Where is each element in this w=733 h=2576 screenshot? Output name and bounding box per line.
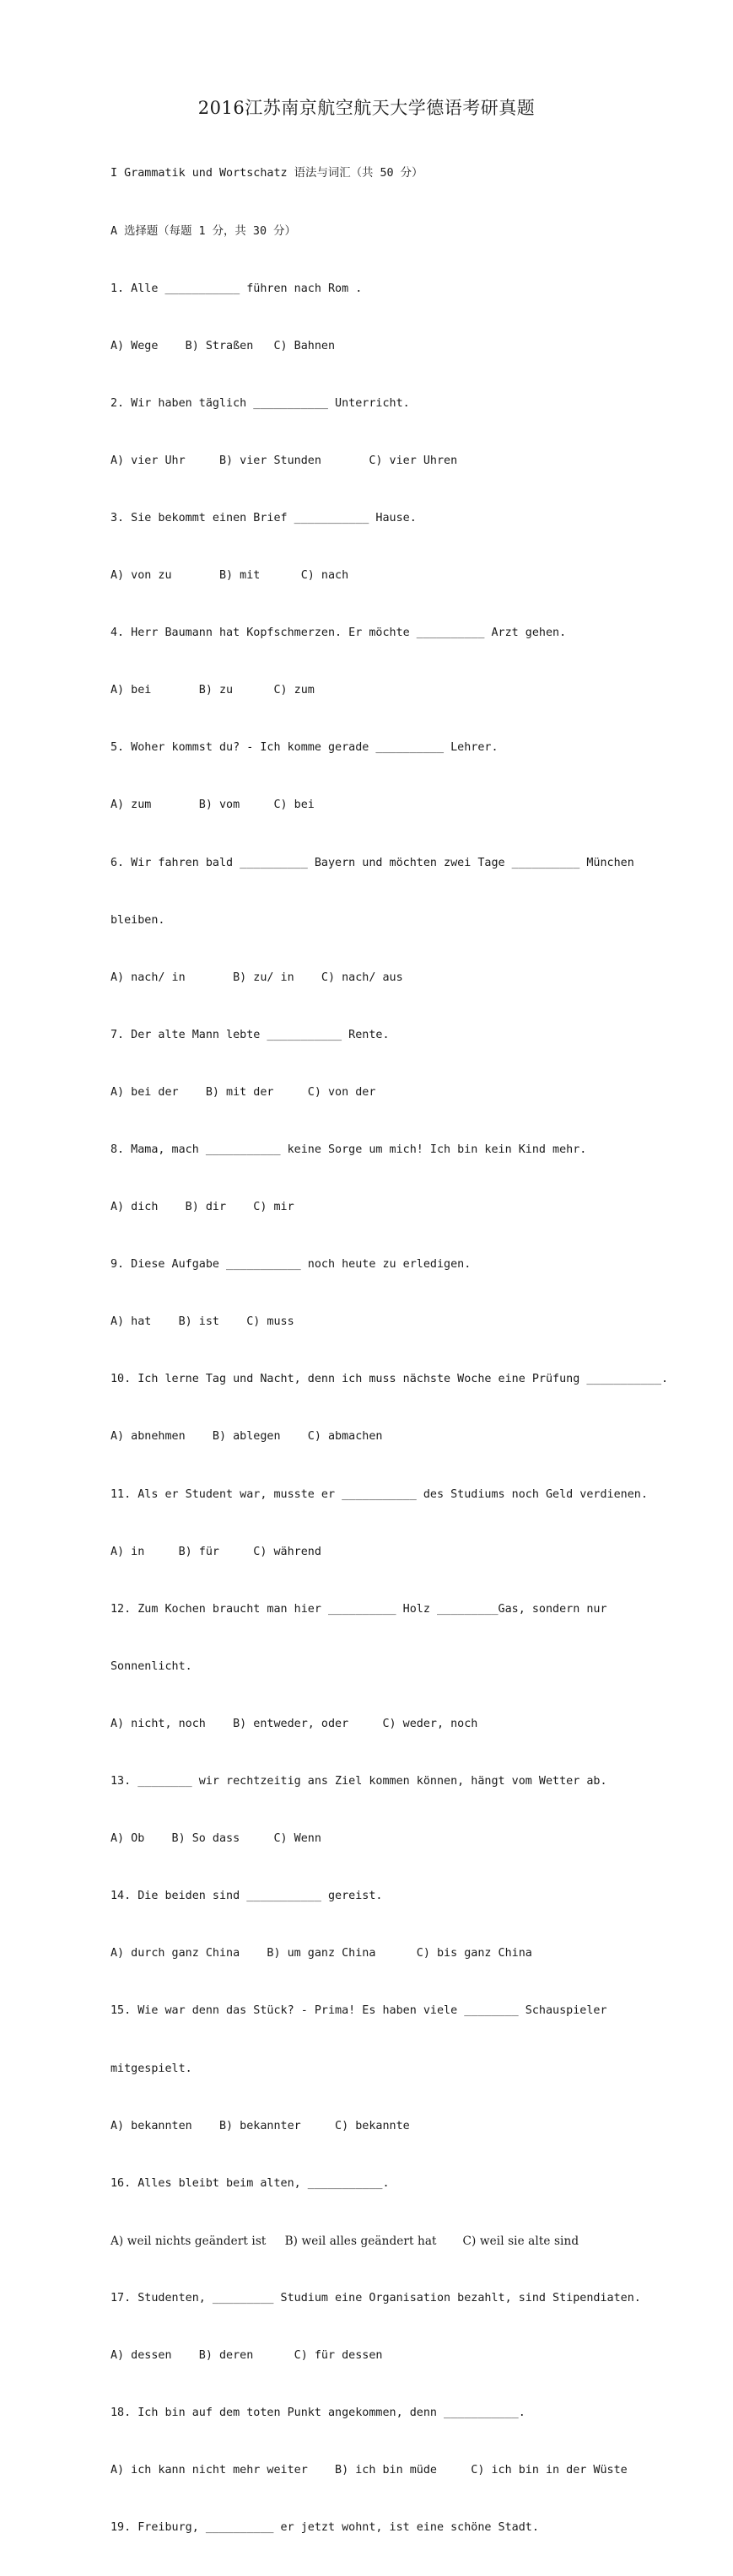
question-3: 3. Sie bekommt einen Brief ___________ Hause. bbox=[110, 511, 417, 524]
options-4: A) bei B) zu C) zum bbox=[110, 684, 315, 697]
options-7: A) bei der B) mit der C) von der bbox=[110, 1085, 376, 1099]
options-15: A) bekannten B) bekannter C) bekannte bbox=[110, 2119, 410, 2132]
question-16: 16. Alles bleibt beim alten, ___________. bbox=[110, 2176, 390, 2190]
options-12: A) nicht, noch B) entweder, oder C) weder, noch bbox=[110, 1717, 478, 1730]
options-16: A) weil nichts geändert ist B) weil alles geändert hat C) weil sie alte sind bbox=[110, 2234, 579, 2248]
question-6: 6. Wir fahren bald __________ Bayern und möchten zwei Tage __________ München bbox=[110, 856, 634, 869]
question-17: 17. Studenten, _________ Studium eine Organisation bezahlt, sind Stipendiaten. bbox=[110, 2291, 641, 2304]
exam-content bbox=[110, 126, 669, 2576]
question-8: 8. Mama, mach ___________ keine Sorge um mich! Ich bin kein Kind mehr. bbox=[110, 1143, 587, 1156]
question-12: 12. Zum Kochen braucht man hier __________ Holz _________Gas, sondern nur bbox=[110, 1602, 607, 1616]
options-10: A) abnehmen B) ablegen C) abmachen bbox=[110, 1430, 383, 1444]
options-3: A) von zu B) mit C) nach bbox=[110, 569, 349, 583]
question-4: 4. Herr Baumann hat Kopfschmerzen. Er möchte __________ Arzt gehen. bbox=[110, 627, 567, 640]
question-6-continued: bleiben. bbox=[110, 913, 165, 927]
question-7: 7. Der alte Mann lebte ___________ Rente. bbox=[110, 1028, 390, 1041]
question-12-continued: Sonnenlicht. bbox=[110, 1659, 192, 1673]
question-1: 1. Alle ___________ führen nach Rom . bbox=[110, 282, 363, 295]
question-19: 19. Freiburg, __________ er jetzt wohnt, ist eine schöne Stadt. bbox=[110, 2521, 539, 2535]
options-1: A) Wege B) Straßen C) Bahnen bbox=[110, 339, 336, 352]
question-13: 13. ________ wir rechtzeitig ans Ziel kommen können, hängt vom Wetter ab. bbox=[110, 1775, 607, 1788]
question-2: 2. Wir haben täglich ___________ Unterricht. bbox=[110, 396, 410, 410]
question-5: 5. Woher kommst du? - Ich komme gerade __________ Lehrer. bbox=[110, 741, 499, 755]
options-5: A) zum B) vom C) bei bbox=[110, 799, 315, 812]
options-18: A) ich kann nicht mehr weiter B) ich bin müde C) ich bin in der Wüste bbox=[110, 2464, 628, 2477]
subsection-heading: A 选择题（每题 1 分，共 30 分） bbox=[110, 224, 296, 238]
question-10: 10. Ich lerne Tag und Nacht, denn ich muss nächste Woche eine Prüfung ___________. bbox=[110, 1373, 669, 1386]
options-8: A) dich B) dir C) mir bbox=[110, 1201, 294, 1214]
options-17: A) dessen B) deren C) für dessen bbox=[110, 2348, 383, 2362]
question-9: 9. Diese Aufgabe ___________ noch heute zu erledigen. bbox=[110, 1258, 472, 1272]
page-title: 2016江苏南京航空航天大学德语考研真题 bbox=[197, 98, 536, 118]
options-11: A) in B) für C) während bbox=[110, 1545, 321, 1558]
question-14: 14. Die beiden sind ___________ gereist. bbox=[110, 1890, 383, 1903]
options-13: A) Ob B) So dass C) Wenn bbox=[110, 1832, 321, 1846]
section-heading: I Grammatik und Wortschatz 语法与词汇（共 50 分） bbox=[110, 167, 423, 180]
options-14: A) durch ganz China B) um ganz China C) bis ganz China bbox=[110, 1947, 532, 1960]
question-15-continued: mitgespielt. bbox=[110, 2062, 192, 2075]
question-18: 18. Ich bin auf dem toten Punkt angekommen, denn ___________. bbox=[110, 2407, 525, 2420]
question-15: 15. Wie war denn das Stück? - Prima! Es haben viele ________ Schauspieler bbox=[110, 2004, 607, 2018]
options-2: A) vier Uhr B) vier Stunden C) vier Uhren bbox=[110, 454, 458, 467]
options-9: A) hat B) ist C) muss bbox=[110, 1315, 294, 1329]
options-6: A) nach/ in B) zu/ in C) nach/ aus bbox=[110, 971, 403, 984]
question-11: 11. Als er Student war, musste er ___________ des Studiums noch Geld verdienen. bbox=[110, 1487, 648, 1501]
